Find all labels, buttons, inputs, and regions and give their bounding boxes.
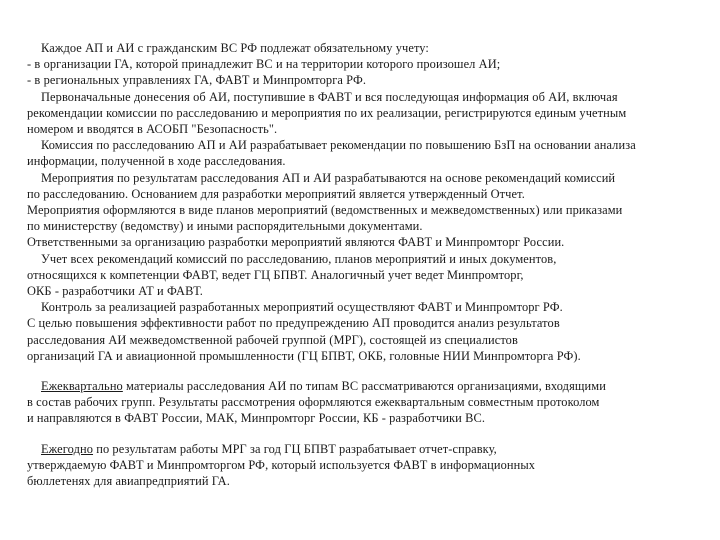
paragraph-control-line: расследования АИ межведомственной рабочей группой (МРГ), состоящей из специалистов [27,332,518,347]
paragraph-control-line: С целью повышения эффективности работ по предупреждению АП проводится анализ результатов [27,316,560,331]
paragraph-control-line: Контроль за реализацией разработанных мероприятий осуществляют ФАВТ и Минпромторг РФ. [41,300,563,315]
paragraph-reports-line: рекомендации комиссии по расследованию и мероприятия по их реализации, регистрируются единым учетным [27,105,627,120]
quarterly-lead-word: Ежеквартально [41,379,123,394]
paragraph-annual-line: утверждаемую ФАВТ и Минпромторгом РФ, который используется ФАВТ в информационных [27,457,536,472]
paragraph-reports-line: номером и вводятся в АСОБП "Безопасность". [27,122,278,137]
quarterly-first-rest: материалы расследования АИ по типам ВС рассматриваются организациями, входящими [122,379,606,394]
paragraph-measures-line: по расследованию. Основанием для разработки мероприятий является утвержденный Отчет. [27,186,525,201]
annual-first-rest: по результатам работы МРГ за год ГЦ БПВТ разрабатывает отчет-справку, [93,441,497,456]
paragraph-accounting-line: ОКБ - разработчики АТ и ФАВТ. [27,284,203,299]
paragraph-quarterly-line: и направляются в ФАВТ России, МАК, Минпромторг России, КБ - разработчики ВС. [27,411,486,426]
paragraph-annual-first-line [27,441,708,457]
paragraph-measures-line: Ответственными за организацию разработки мероприятий являются ФАВТ и Минпромторг России. [27,235,565,250]
paragraph-commission-line: информации, полученной в ходе расследования. [27,154,286,169]
paragraph-registration: Каждое АП и АИ с гражданским ВС РФ подлежат обязательному учету: [41,41,429,55]
paragraph-quarterly-line: в состав рабочих групп. Результаты рассмотрения оформляются ежеквартальным совместным протоколом [27,395,600,410]
paragraph-commission-line: Комиссия по расследованию АП и АИ разрабатывает рекомендации по повышению БзП на основании анализа [41,138,636,153]
paragraph-gap [27,364,708,378]
paragraph-measures-line: по министерству (ведомству) и иными распорядительными документами. [27,219,423,234]
bullet-regional: - в региональных управлениях ГА, ФАВТ и Минпромторга РФ. [27,73,367,88]
paragraph-measures-line: Мероприятия по результатам расследования АП и АИ разрабатываются на основе рекомендаций комиссий [41,170,616,185]
paragraph-reports-line: Первоначальные донесения об АИ, поступившие в ФАВТ и вся последующая информация об АИ, включая [41,89,618,104]
paragraph-quarterly-first-line [27,378,708,394]
paragraph-accounting-line: Учет всех рекомендаций комиссий по расследованию, планов мероприятий и иных документов, [41,251,557,266]
bullet-organization: - в организации ГА, которой принадлежит ВС и на территории которого произошел АИ; [27,57,501,72]
paragraph-control-line: организаций ГА и авиационной промышленности (ГЦ БПВТ, ОКБ, головные НИИ Минпромторга РФ). [27,348,581,363]
annual-lead-word: Ежегодно [41,441,94,456]
paragraph-accounting-line: относящихся к компетенции ФАВТ, ведет ГЦ БПВТ. Аналогичный учет ведет Минпромторг, [27,267,524,282]
paragraph-gap [27,427,708,441]
paragraph-measures-line: Мероприятия оформляются в виде планов мероприятий (ведомственных и межведомственных) или приказами [27,203,623,218]
paragraph-annual-line: бюллетенях для авиапредприятий ГА. [27,474,230,489]
